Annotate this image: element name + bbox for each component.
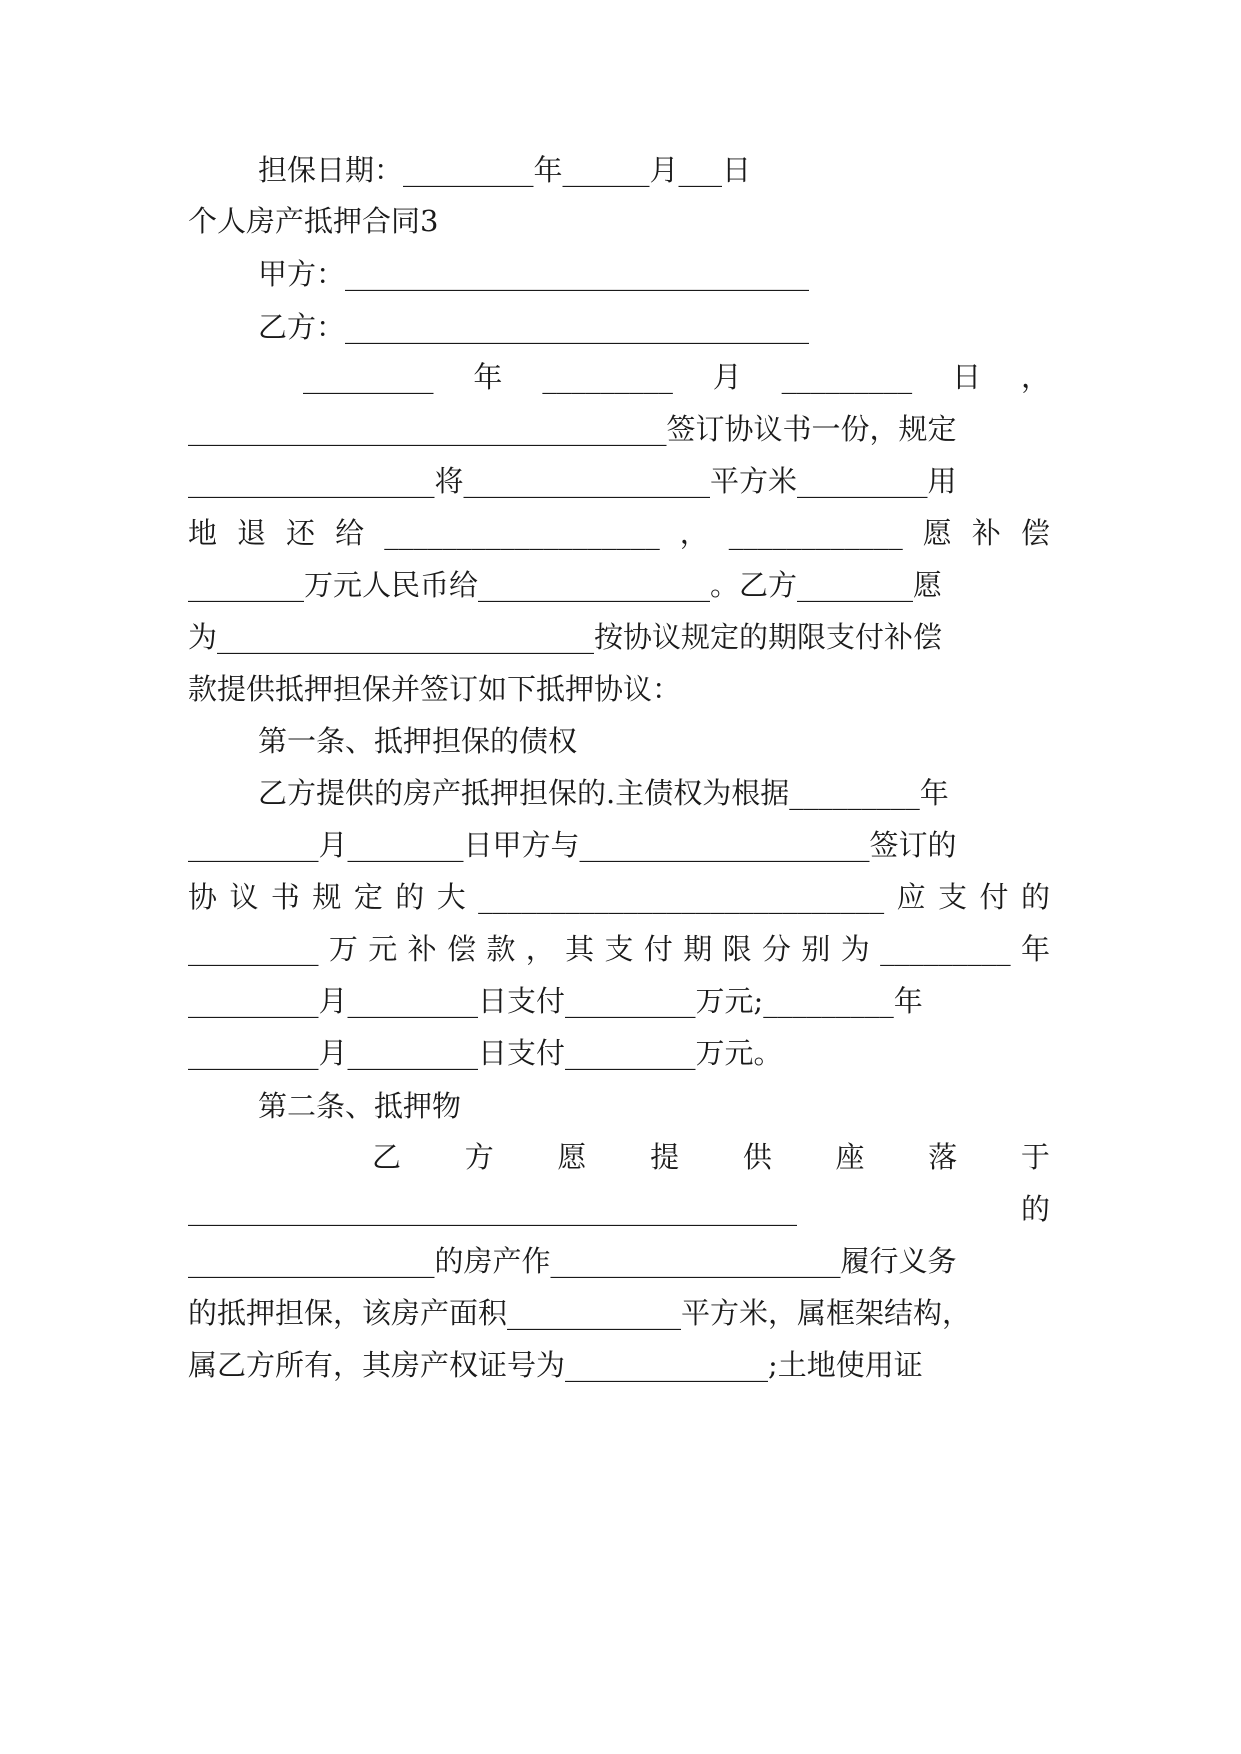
paragraph-line: _________月_________日支付_________万元;_________年 <box>188 984 923 1018</box>
article-1-heading: 第一条、抵押担保的债权 <box>258 724 578 758</box>
paragraph-line: _________________________________签订协议书一份，规定 <box>188 412 957 446</box>
paragraph-line: ________万元人民币给________________。乙方________愿 <box>188 568 943 602</box>
paragraph-line: 乙 方 愿 提 供 座 落 于 <box>372 1140 1050 1174</box>
paragraph-line: 为__________________________按协议规定的期限支付补偿 <box>188 620 943 654</box>
date-line: _________ 年 _________ 月 _________ 日 ， <box>303 360 1050 394</box>
article-2-heading: 第二条、抵押物 <box>258 1089 462 1123</box>
paragraph-line: 的抵押担保，该房产面积____________平方米，属框架结构， <box>188 1296 972 1330</box>
paragraph-line: _________ 万 元 补 偿 款 ， 其 支 付 期 限 分 别 为 _________ 年 <box>188 932 1050 966</box>
party-a-line: 甲方：________________________________ <box>258 257 810 291</box>
paragraph-line: __________________________________________ 的 <box>188 1192 1050 1226</box>
paragraph-line: _________________将_________________平方米_________用 <box>188 464 957 498</box>
guarantee-date-line: 担保日期：_________年______月___日 <box>258 153 752 187</box>
document-title: 个人房产抵押合同3 <box>188 204 439 238</box>
paragraph-line: 款提供抵押担保并签订如下抵押协议： <box>188 672 682 706</box>
paragraph-line: 地 退 还 给 ___________________ ， ____________ 愿 补 偿 <box>188 516 1050 550</box>
paragraph-line: _________月________日甲方与____________________签订的 <box>188 828 957 862</box>
paragraph-line: 属乙方所有，其房产权证号为______________;土地使用证 <box>188 1348 923 1382</box>
paragraph-line: _________________的房产作____________________履行义务 <box>188 1244 957 1278</box>
paragraph-line: 乙方提供的房产抵押担保的.主债权为根据_________年 <box>258 776 949 810</box>
party-b-line: 乙方：________________________________ <box>258 310 810 344</box>
paragraph-line: _________月_________日支付_________万元。 <box>188 1036 783 1070</box>
paragraph-line: 协 议 书 规 定 的 大 ____________________________ 应 支 付 的 <box>188 880 1050 914</box>
